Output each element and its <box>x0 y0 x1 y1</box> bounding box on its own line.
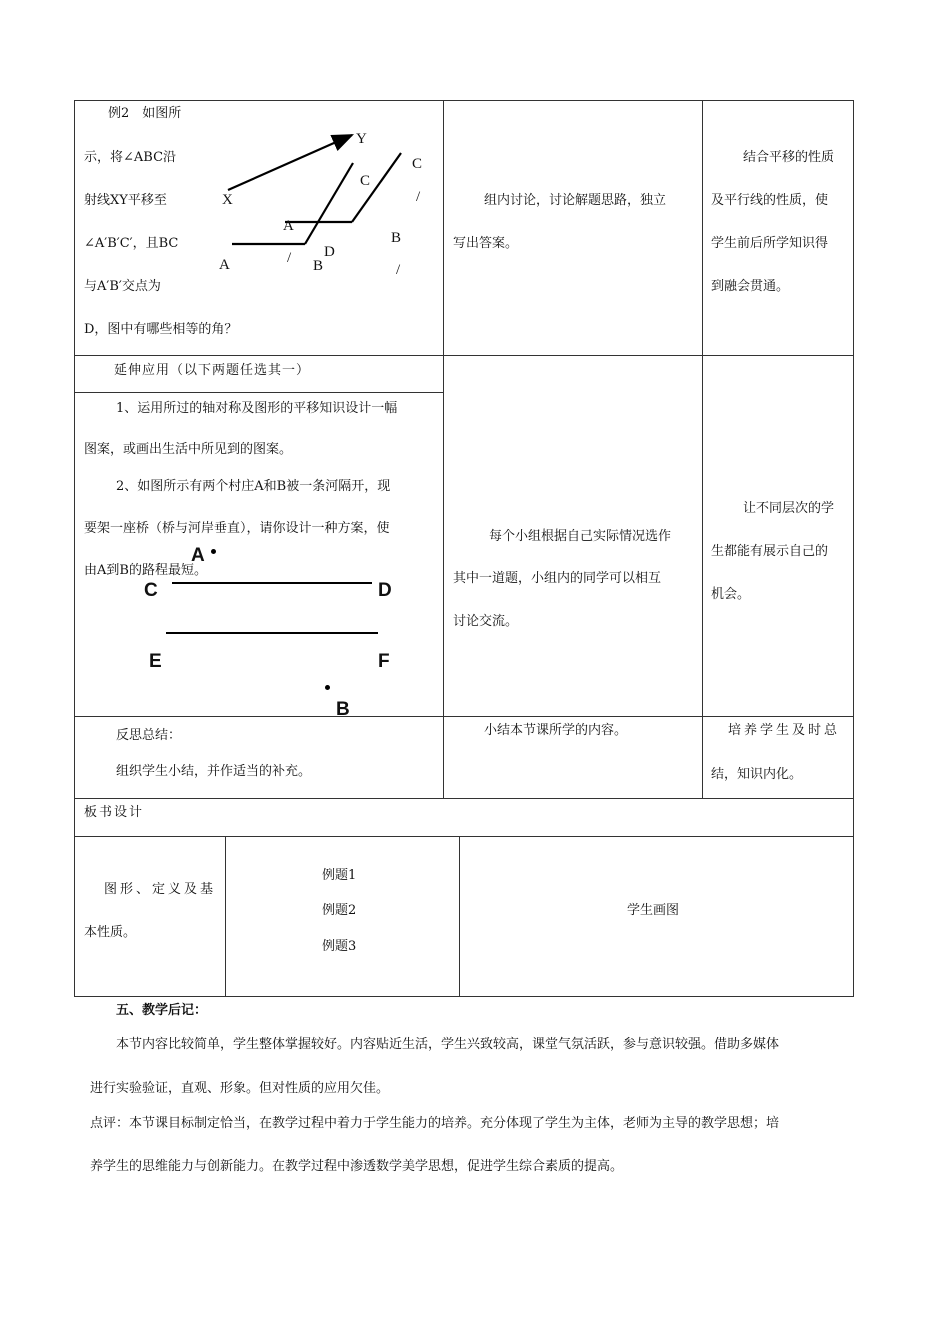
afterword-p1-line-2: 进行实验验证，直观、形象。但对性质的应用欠佳。 <box>90 1081 390 1096</box>
label-d: D <box>324 244 335 260</box>
bank-label-f: F <box>378 651 390 672</box>
example2-line-2: 示，将∠ABC沿 <box>84 150 177 165</box>
board-col1-line-2: 本性质。 <box>84 925 137 940</box>
board-title: 板书设计 <box>84 805 145 820</box>
village-a-dot <box>211 549 216 554</box>
example2-line-6: D，图中有哪些相等的角？ <box>84 322 238 337</box>
prime-mark-c: / <box>416 189 421 205</box>
extension-mid-line-2: 其中一道题，小组内的同学可以相互 <box>453 571 662 586</box>
extension-right-line-2: 生都能有展示自己的 <box>711 544 829 559</box>
afterword-p2-line-1: 点评：本节课目标制定恰当，在教学过程中着力于学生能力的培养。充分体现了学生为主体，老师为主导的教学思想；培 <box>90 1116 780 1131</box>
translation-figure <box>0 0 950 360</box>
example2-line-5: 与A′B′交点为 <box>84 279 161 294</box>
label-a: A <box>219 257 230 273</box>
table-border-bottom <box>74 996 854 997</box>
extension-header: 延伸应用（以下两题任选其一） <box>114 363 311 378</box>
prime-mark-a: / <box>287 250 292 266</box>
riverbank-ef <box>166 632 378 634</box>
prime-mark-b: / <box>396 262 401 278</box>
row1-right-line-3: 学生前后所学知识得 <box>711 236 829 251</box>
task2-line-2: 要架一座桥（桥与河岸垂直），请你设计一种方案，使 <box>84 521 390 536</box>
label-c-prime: C <box>412 156 423 172</box>
row2-bottom-border <box>74 716 854 717</box>
task1-line-1: 1、运用所过的轴对称及图形的平移知识设计一幅 <box>116 401 398 416</box>
row1-mid-line-1: 组内讨论，讨论解题思路，独立 <box>484 193 667 208</box>
label-b-prime: B <box>391 230 402 246</box>
extension-mid-line-1: 每个小组根据自己实际情况选作 <box>489 529 672 544</box>
row1-mid-line-2: 写出答案。 <box>453 236 519 251</box>
board-example-2: 例题2 <box>322 903 357 918</box>
task1-line-2: 图案，或画出生活中所见到的图案。 <box>84 442 293 457</box>
row1-right-line-2: 及平行线的性质，使 <box>711 193 829 208</box>
extension-right-line-3: 机会。 <box>711 587 751 602</box>
board-example-3: 例题3 <box>322 939 357 954</box>
board-title-border <box>74 836 854 837</box>
ray-xy <box>228 135 352 190</box>
summary-left-line-1: 反思总结： <box>116 728 182 743</box>
label-b: B <box>313 258 324 274</box>
village-label-b: B <box>336 699 350 720</box>
example2-line-4: ∠A′B′C′，且BC <box>84 236 179 251</box>
task2-line-1: 2、如图所示有两个村庄A和B被一条河隔开，现 <box>116 479 391 494</box>
label-x: X <box>222 192 233 208</box>
example2-line-1: 例2 如图所 <box>108 106 182 121</box>
extension-header-border <box>74 392 443 393</box>
extension-mid-line-3: 讨论交流。 <box>453 614 519 629</box>
label-a-prime: A <box>283 218 294 234</box>
label-y: Y <box>356 131 367 147</box>
task2-line-3: 由A到B的路程最短。 <box>84 563 207 578</box>
row1-right-line-4: 到融会贯通。 <box>711 279 790 294</box>
bank-label-c: C <box>144 580 158 601</box>
board-divider-1 <box>225 836 226 997</box>
board-example-1: 例题1 <box>322 868 357 883</box>
segment-bc <box>305 163 353 244</box>
board-col1-line-1: 图形、定义及基 <box>104 882 217 897</box>
board-divider-2 <box>459 836 460 997</box>
afterword-p1-line-1: 本节内容比较简单，学生整体掌握较好。内容贴近生活，学生兴致较高，课堂气氛活跃，参与意识较强。借助多媒体 <box>116 1037 780 1052</box>
row3-bottom-border <box>74 798 854 799</box>
riverbank-cd <box>172 582 372 584</box>
summary-left-line-2: 组织学生小结，并作适当的补充。 <box>116 764 312 779</box>
board-col3: 学生画图 <box>627 903 680 918</box>
label-c: C <box>360 173 371 189</box>
summary-right-line-2: 结，知识内化。 <box>711 767 803 782</box>
summary-mid: 小结本节课所学的内容。 <box>484 723 628 738</box>
example2-line-3: 射线XY平移至 <box>84 193 167 208</box>
extension-right-line-1: 让不同层次的学 <box>743 501 835 516</box>
afterword-heading: 五、教学后记： <box>116 1003 208 1018</box>
bank-label-d: D <box>378 580 392 601</box>
row1-right-line-1: 结合平移的性质 <box>743 150 835 165</box>
afterword-p2-line-2: 养学生的思维能力与创新能力。在教学过程中渗透数学美学思想，促进学生综合素质的提高。 <box>90 1159 624 1174</box>
summary-right-line-1: 培养学生及时总 <box>728 723 841 738</box>
bank-label-e: E <box>149 651 162 672</box>
village-label-a: A <box>191 545 205 566</box>
village-b-dot <box>325 685 330 690</box>
